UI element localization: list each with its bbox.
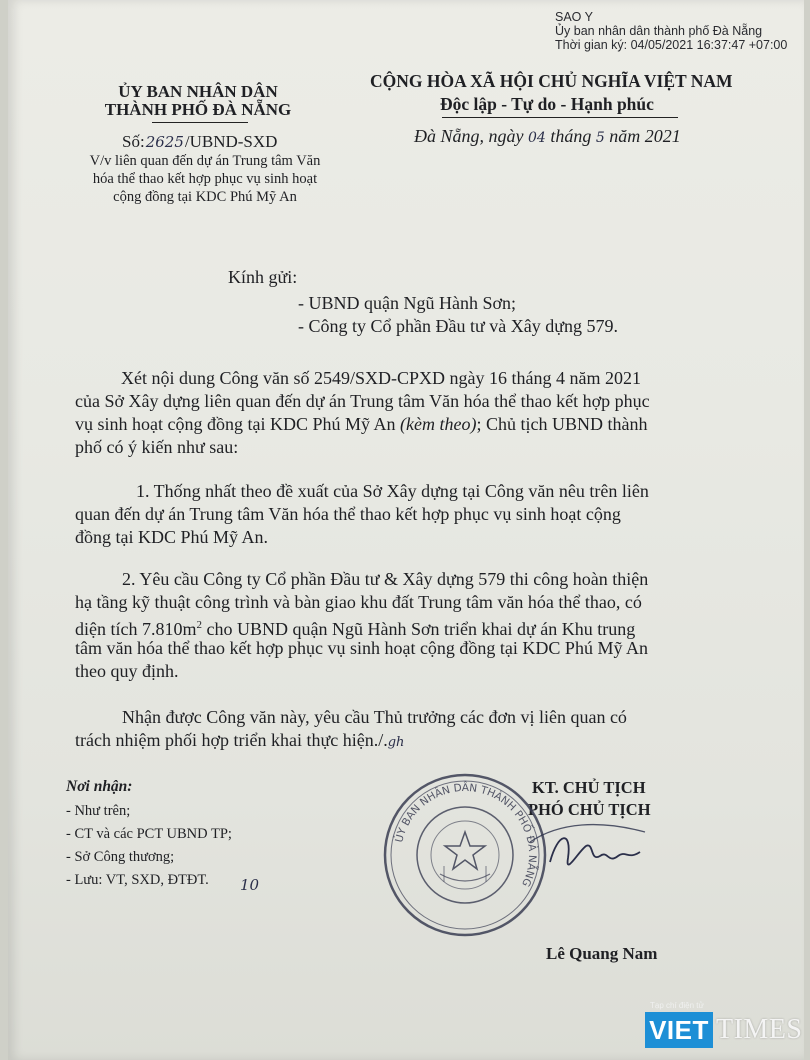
- closing-line2-text: trách nhiệm phối hợp triển khai thực hiện./.: [75, 730, 388, 750]
- issuer-line2: THÀNH PHỐ ĐÀ NẴNG: [104, 100, 292, 119]
- issuer-line1: ỦY BAN NHÂN DÂN: [118, 82, 278, 101]
- intro-attachment-note: (kèm theo): [400, 414, 477, 434]
- viettimes-logo-text: TIMES: [716, 1014, 803, 1045]
- item1-line1: 1. Thống nhất theo đề xuất của Sở Xây dựng tại Công văn nêu trên liên: [136, 481, 649, 501]
- receivers-title: Nơi nhận:: [66, 778, 133, 795]
- number-prefix: Số:: [122, 132, 145, 151]
- intro-line3-text: vụ sinh hoạt cộng đồng tại KDC Phú Mỹ An: [75, 414, 396, 434]
- subject-line3: cộng đồng tại KDC Phú Mỹ An: [113, 189, 297, 205]
- salutation: Kính gửi:: [228, 267, 298, 287]
- item2-line2: hạ tầng kỹ thuật công trình và bàn giao khu đất Trung tâm văn hóa thể thao, có: [75, 592, 642, 612]
- receiver-3: - Sở Công thương;: [66, 849, 175, 865]
- receiver-4: - Lưu: VT, SXD, ĐTĐT.: [66, 872, 209, 888]
- intro-line3: [75, 413, 647, 435]
- closing-initials: gh: [387, 735, 405, 750]
- copy-stamp-line1: SAO Y: [555, 10, 593, 24]
- viettimes-logo: VIET: [645, 1012, 713, 1048]
- item2-line3-tail: cho UBND quận Ngũ Hành Sơn triển khai dự án Khu trung: [201, 619, 636, 639]
- receiver-1: - Như trên;: [66, 803, 131, 819]
- intro-line4: phố có ý kiến như sau:: [75, 437, 239, 457]
- issue-date: [414, 126, 681, 147]
- receiver-2: - CT và các PCT UBND TP;: [66, 826, 232, 842]
- recipient-1: - UBND quận Ngũ Hành Sơn;: [298, 293, 517, 313]
- watermark-caption: Tạp chí điện tử: [650, 1001, 704, 1010]
- intro-line3-tail: ; Chủ tịch UBND thành: [476, 414, 648, 434]
- item2-line4: tâm văn hóa thể thao kết hợp phục vụ sinh hoạt cộng đồng tại KDC Phú Mỹ An: [75, 638, 648, 658]
- number-suffix: /UBND-SXD: [184, 132, 278, 151]
- recipient-2: - Công ty Cổ phần Đầu tư và Xây dựng 579.: [298, 316, 618, 336]
- copy-stamp-line2: Ủy ban nhân dân thành phố Đà Nẵng: [555, 24, 763, 38]
- subject-line2: hóa thể thao kết hợp phục vụ sinh hoạt: [92, 171, 318, 187]
- copy-stamp-line3: Thời gian ký: 04/05/2021 16:37:47 +07:00: [555, 38, 788, 52]
- national-motto: Độc lập - Tự do - Hạnh phúc: [440, 94, 654, 114]
- motto-underline: [442, 117, 678, 118]
- signature-title2: PHÓ CHỦ TỊCH: [528, 800, 651, 819]
- date-part1: Đà Nẵng, ngày: [414, 126, 524, 146]
- date-part3: năm 2021: [609, 126, 681, 146]
- number-handwritten: 2625: [145, 133, 184, 151]
- seal-ring-text: ỦY BAN NHÂN DÂN THÀNH PHỐ ĐÀ NẴNG: [393, 781, 539, 889]
- intro-line2: của Sở Xây dựng liên quan đến dự án Trung tâm Văn hóa thể thao kết hợp phục: [75, 391, 650, 411]
- item2-line5: theo quy định.: [75, 661, 179, 681]
- signature-title1: KT. CHỦ TỊCH: [532, 778, 646, 797]
- intro-line1: Xét nội dung Công văn số 2549/SXD-CPXD ngày 16 tháng 4 năm 2021: [121, 368, 641, 388]
- item2-area: diện tích 7.810m: [75, 619, 197, 639]
- closing-line1: Nhận được Công văn này, yêu cầu Thủ trưởng các đơn vị liên quan có: [122, 707, 627, 727]
- date-day: 04: [528, 130, 546, 146]
- item2-line1: 2. Yêu cầu Công ty Cổ phần Đầu tư & Xây dựng 579 thi công hoàn thiện: [122, 569, 649, 589]
- copy-stamp: [555, 10, 787, 52]
- signer-name: Lê Quang Nam: [546, 944, 658, 963]
- signature-mark: [510, 812, 660, 892]
- national-title: CỘNG HÒA XÃ HỘI CHỦ NGHĨA VIỆT NAM: [370, 71, 733, 91]
- date-part2: tháng: [550, 126, 592, 146]
- subject: [60, 152, 350, 206]
- signature-scribble: [510, 812, 660, 892]
- item2-area-exponent: 2: [196, 619, 202, 631]
- date-month: 5: [595, 130, 605, 146]
- item1-line3: đồng tại KDC Phú Mỹ An.: [75, 527, 269, 547]
- issuer-underline: [152, 122, 248, 123]
- document-number: [122, 132, 277, 152]
- receivers-count: 10: [240, 876, 260, 894]
- closing-line2: [75, 729, 404, 754]
- item1-line2: quan đến dự án Trung tâm Văn hóa thể thao kết hợp phục vụ sinh hoạt cộng: [75, 504, 621, 524]
- subject-line1: V/v liên quan đến dự án Trung tâm Văn: [89, 153, 321, 169]
